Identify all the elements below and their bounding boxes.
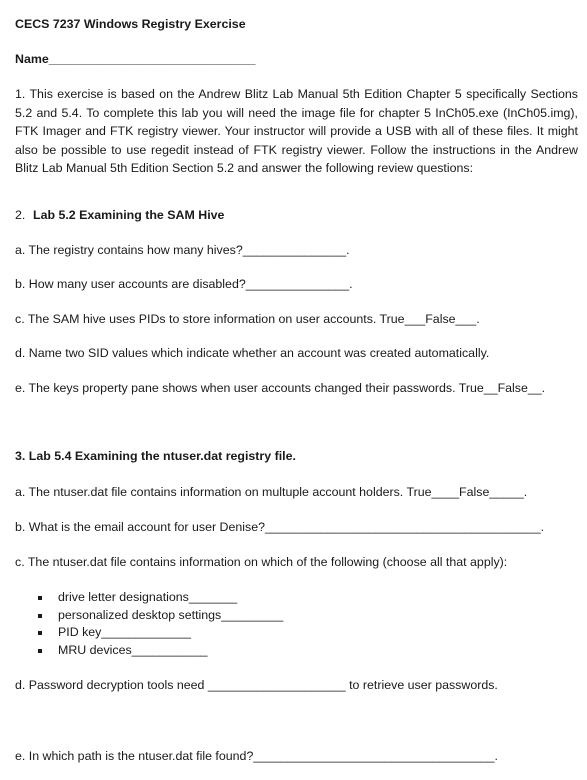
question-3a: a. The ntuser.dat file contains information on multuple account holders. True____False_____. bbox=[15, 485, 528, 499]
name-field-line: Name______________________________ bbox=[15, 52, 256, 66]
section-2-number: 2. bbox=[15, 208, 26, 222]
bullet-icon bbox=[38, 614, 42, 618]
question-3b: b. What is the email account for user Denise?________________________________________. bbox=[15, 520, 545, 534]
list-item: PID key_____________ bbox=[58, 625, 191, 639]
question-2b: b. How many user accounts are disabled?_______________. bbox=[15, 277, 353, 291]
list-item: personalized desktop settings_________ bbox=[58, 608, 284, 622]
question-2a: a. The registry contains how many hives?_______________. bbox=[15, 243, 350, 257]
list-item: drive letter designations_______ bbox=[58, 590, 238, 604]
section-2-heading: Lab 5.2 Examining the SAM Hive bbox=[33, 208, 225, 222]
list-item: MRU devices___________ bbox=[58, 643, 208, 657]
question-2c: c. The SAM hive uses PIDs to store information on user accounts. True___False___. bbox=[15, 312, 480, 326]
bullet-icon bbox=[38, 631, 42, 635]
question-3c: c. The ntuser.dat file contains information on which of the following (choose all that apply): bbox=[15, 555, 508, 569]
document-title: CECS 7237 Windows Registry Exercise bbox=[15, 17, 246, 31]
intro-paragraph: 1. This exercise is based on the Andrew Blitz Lab Manual 5th Edition Chapter 5 specifically Sections 5.2 and 5.4. To complete this lab you will need the image file for chapter 5 InCh05.exe (InCh05.img), FTK Imager and FTK registry viewer. Your instructor will provide a USB with all of these files. It might also be possible to use regedit instead of FTK registry viewer. Follow the instructions in the Andrew Blitz Lab Manual 5th Edition Section 5.2 and answer the following review questions: bbox=[15, 87, 578, 175]
bullet-icon bbox=[38, 649, 42, 653]
question-2e: e. The keys property pane shows when user accounts changed their passwords. True__False__. bbox=[15, 381, 546, 395]
section-3-heading: 3. Lab 5.4 Examining the ntuser.dat registry file. bbox=[15, 449, 296, 463]
question-3d: d. Password decryption tools need ____________________ to retrieve user passwords. bbox=[15, 678, 498, 692]
bullet-icon bbox=[38, 596, 42, 600]
question-3e: e. In which path is the ntuser.dat file found?___________________________________. bbox=[15, 749, 498, 763]
question-2d: d. Name two SID values which indicate whether an account was created automatically. bbox=[15, 346, 490, 360]
